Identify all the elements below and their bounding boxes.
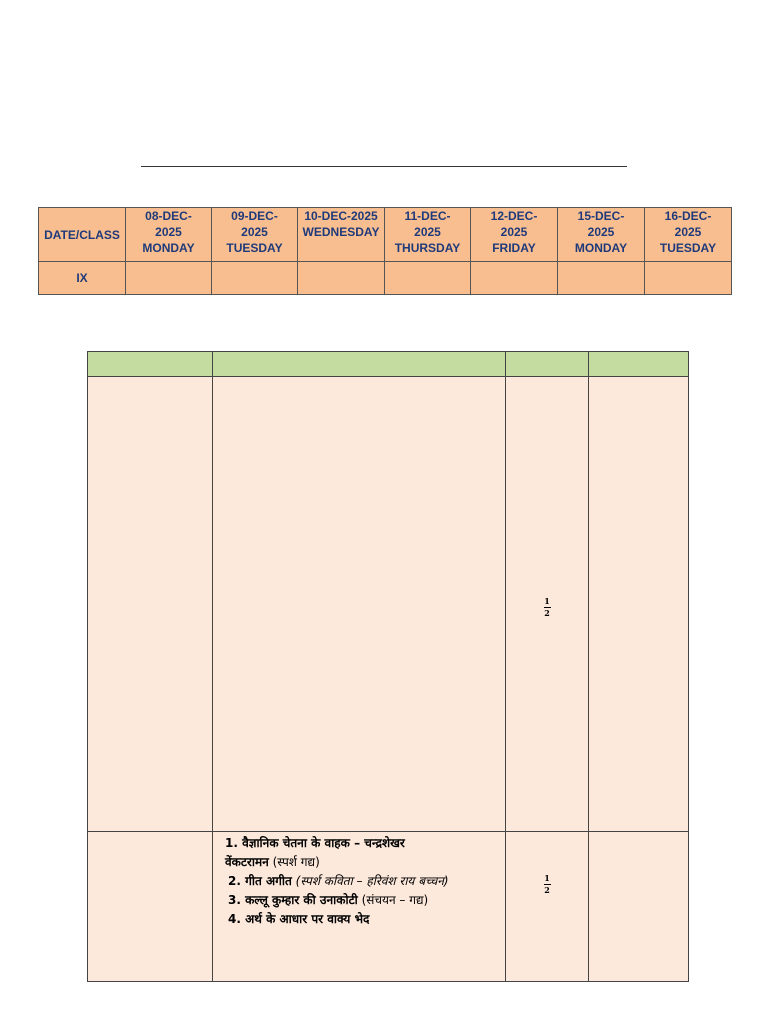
- syllabus-header-cell: [88, 352, 213, 377]
- syllabus-cell: [213, 377, 506, 832]
- fraction-half: $\frac{1}{2}$: [544, 873, 550, 895]
- schedule-cell: [645, 262, 732, 295]
- date-schedule-table: [38, 207, 732, 295]
- date-col-2: 09-DEC- 2025 TUESDAY: [212, 208, 298, 262]
- schedule-cell: [298, 262, 385, 295]
- syllabus-header-cell: [589, 352, 689, 377]
- date-col-3: 10-DEC-2025 WEDNESDAY: [298, 208, 385, 262]
- schedule-cell: [385, 262, 471, 295]
- date-col-7: 16-DEC- 2025 TUESDAY: [645, 208, 732, 262]
- title-underline: [141, 166, 627, 167]
- schedule-cell: [471, 262, 558, 295]
- date-col-4: 11-DEC- 2025 THURSDAY: [385, 208, 471, 262]
- syllabus-cell: [88, 832, 213, 982]
- schedule-cell: [558, 262, 645, 295]
- syllabus-cell: [589, 832, 689, 982]
- topics-cell: 1. वैज्ञानिक चेतना के वाहक – चन्द्रशेखर वेंकटरामन (स्पर्श गद्य) 2. गीत अगीत (स्पर्श कविता – हरिवंश राय बच्चन) 3. कल्लू कुम्हार की उनाकोटी (संचयन – गद्य) 4. अर्थ के आधार पर वाक्य भेद: [213, 832, 506, 982]
- fraction-half: $\frac{1}{2}$: [544, 595, 550, 618]
- date-col-1: 08-DEC- 2025 MONDAY: [126, 208, 212, 262]
- syllabus-table: [87, 351, 689, 982]
- class-label: IX: [39, 262, 126, 295]
- date-col-5: 12-DEC- 2025 FRIDAY: [471, 208, 558, 262]
- syllabus-header-cell: [213, 352, 506, 377]
- marks-cell: [506, 377, 589, 832]
- schedule-cell: [126, 262, 212, 295]
- schedule-cell: [212, 262, 298, 295]
- marks-cell: [506, 832, 589, 982]
- syllabus-cell: [88, 377, 213, 832]
- syllabus-header-cell: [506, 352, 589, 377]
- date-col-6: 15-DEC- 2025 MONDAY: [558, 208, 645, 262]
- date-class-header: DATE/CLASS: [39, 208, 126, 262]
- syllabus-cell: [589, 377, 689, 832]
